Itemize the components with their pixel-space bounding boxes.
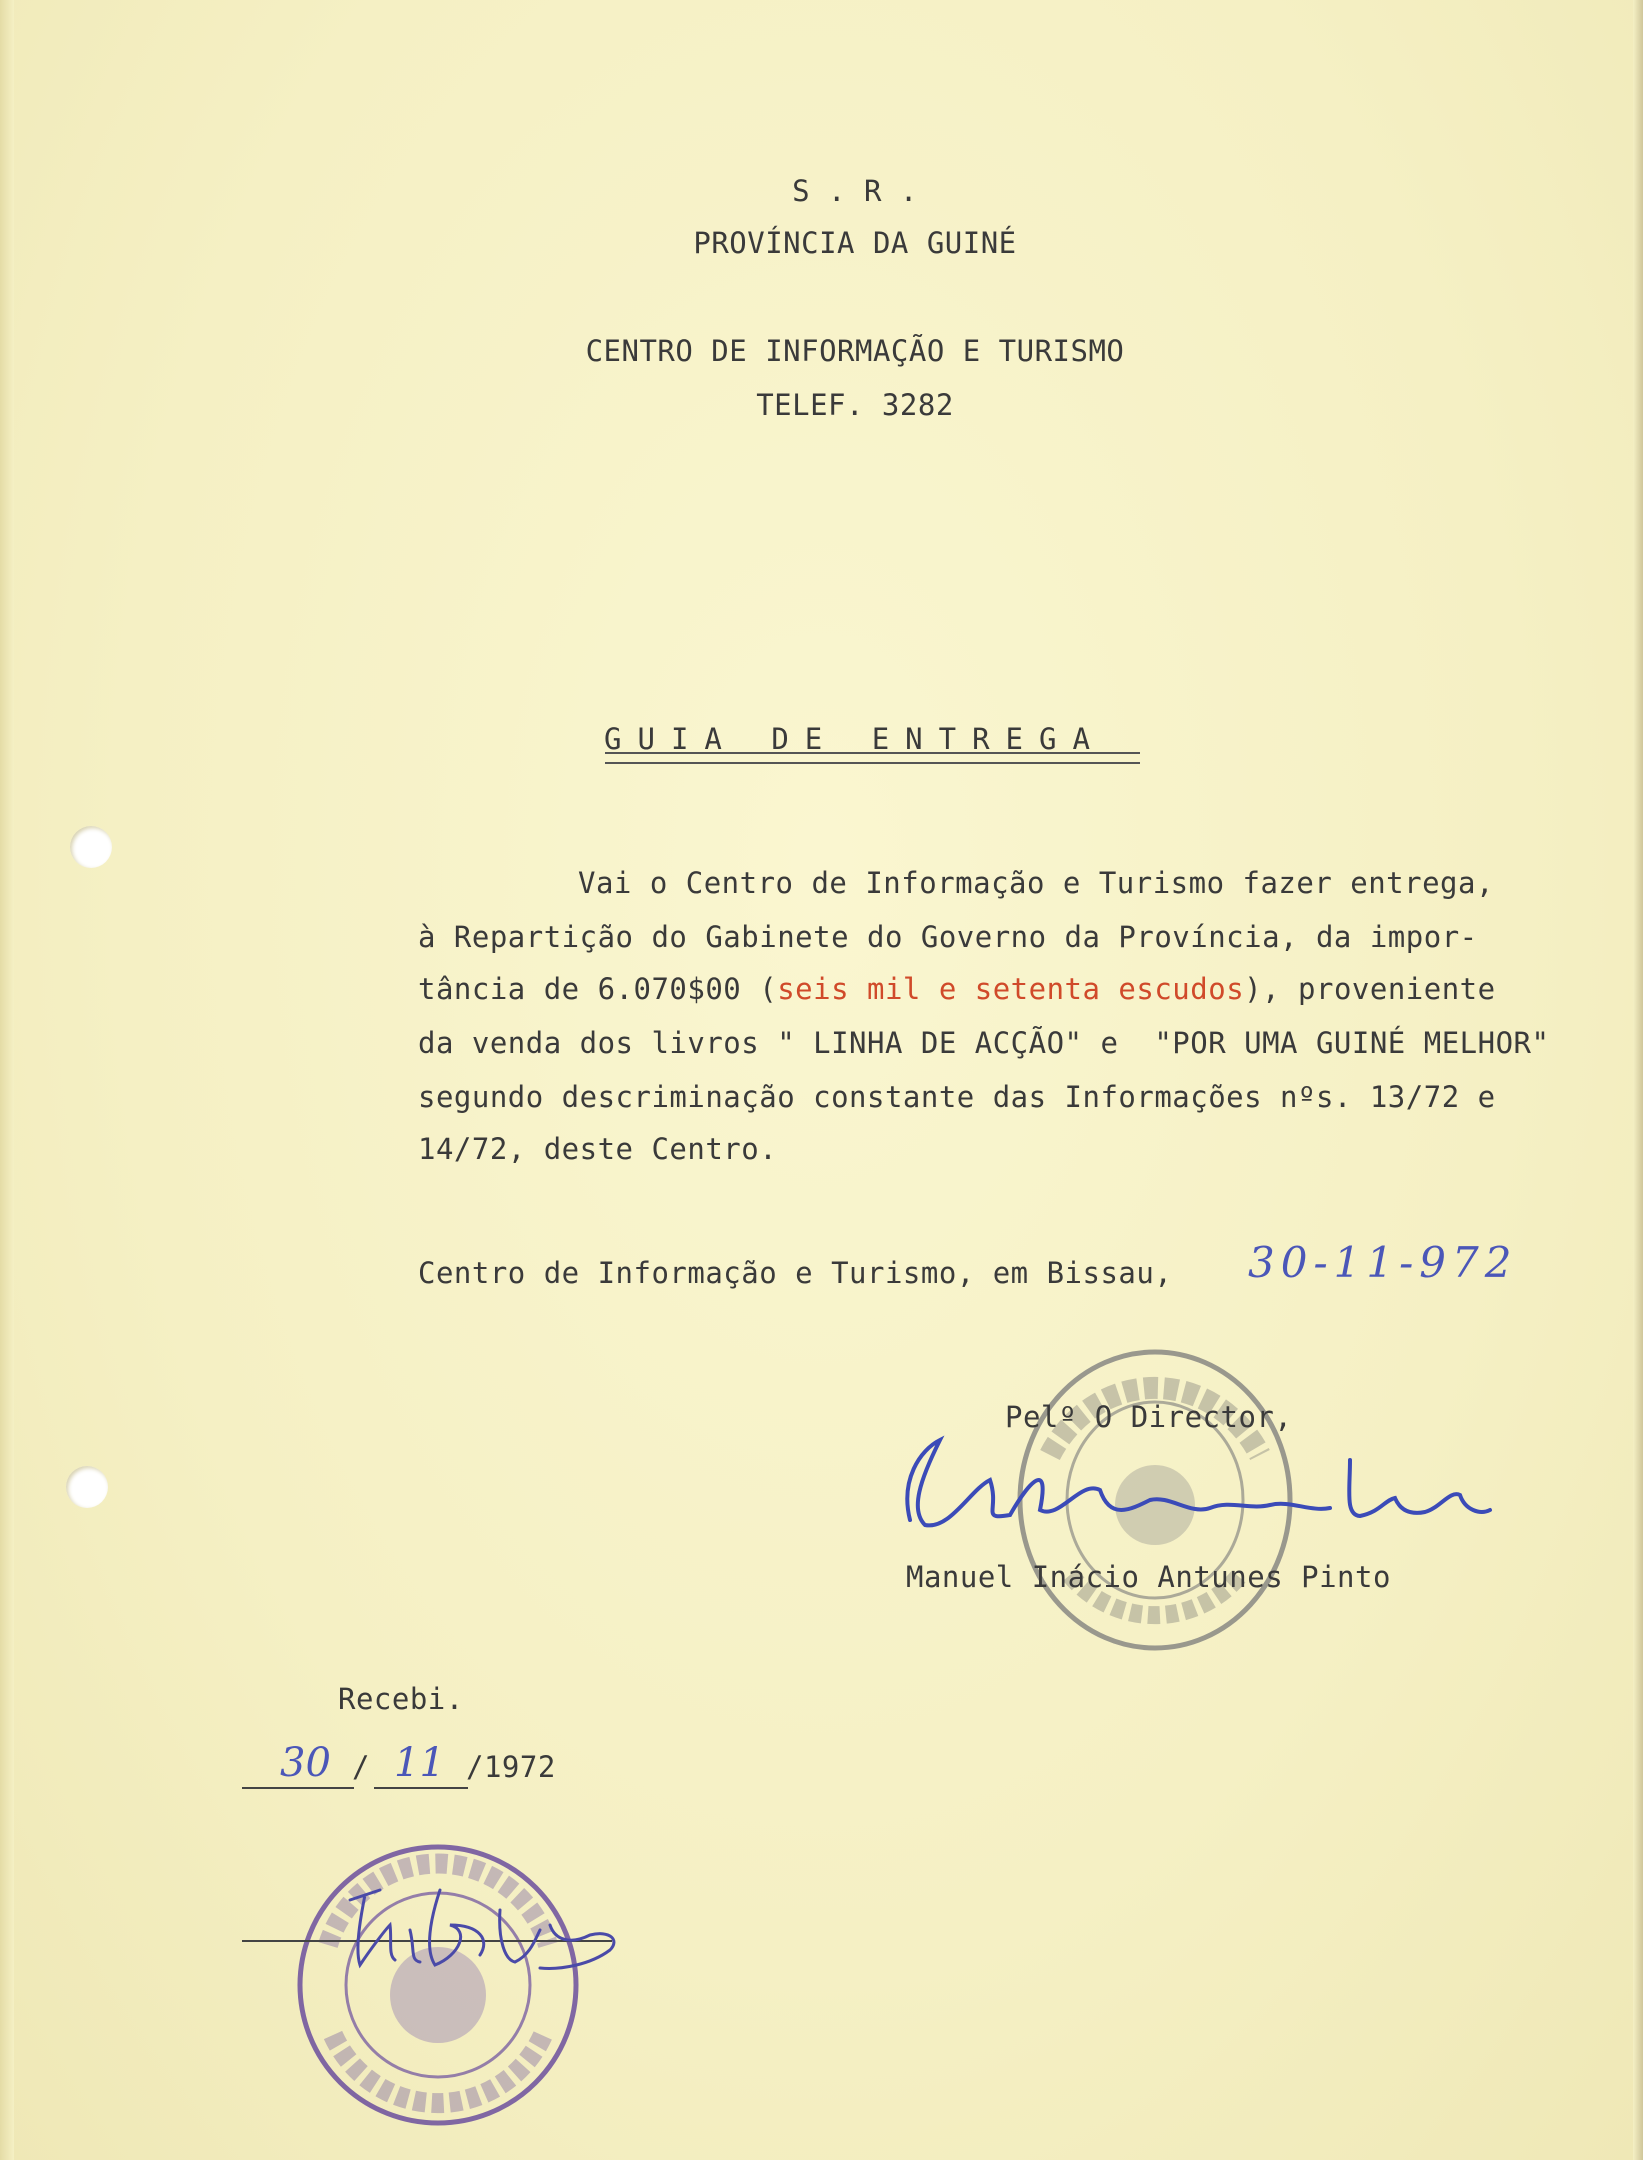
- body-line-1: Vai o Centro de Informação e Turismo fazer entrega,: [578, 866, 1494, 900]
- body-line-4: da venda dos livros " LINHA DE ACÇÃO" e "POR UMA GUINÉ MELHOR": [418, 1026, 1550, 1060]
- header-sr: S . R .: [792, 174, 918, 208]
- header-centre: CENTRO DE INFORMAÇÃO E TURISMO: [585, 334, 1125, 368]
- header-province: PROVÍNCIA DA GUINÉ: [693, 226, 1017, 260]
- body-line-6: 14/72, deste Centro.: [418, 1132, 778, 1166]
- punch-hole-bottom: [66, 1466, 108, 1508]
- director-signature: [880, 1420, 1520, 1540]
- body-line-2: à Repartição do Gabinete do Governo da Província, da impor-: [418, 920, 1478, 954]
- receiver-signature: [330, 1870, 640, 1990]
- receipt-month-blank: [374, 1787, 468, 1789]
- director-name: Manuel Inácio Antunes Pinto: [906, 1560, 1391, 1594]
- receipt-month: 11: [394, 1740, 445, 1786]
- receipt-year: /1972: [466, 1750, 556, 1784]
- receipt-day: 30: [280, 1740, 331, 1786]
- title-double-underline: [605, 752, 1140, 764]
- body-line-3: [418, 972, 1496, 1006]
- body-line-5: segundo descriminação constante das Informações nºs. 13/72 e: [418, 1080, 1496, 1114]
- header-phone: TELEF. 3282: [756, 388, 954, 422]
- body-line-3-start: tância de 6.070$00 (: [418, 972, 778, 1006]
- place-line: Centro de Informação e Turismo, em Bissau,: [418, 1256, 1173, 1290]
- punch-hole-top: [70, 826, 112, 868]
- receipt-day-blank: [242, 1787, 354, 1789]
- handwritten-date: 30-11-972: [1248, 1238, 1518, 1287]
- pelo-director: Pelº O Director,: [1005, 1400, 1293, 1434]
- paper-edge-right: [1633, 0, 1643, 2160]
- receipt-label: Recebi.: [338, 1682, 464, 1716]
- body-line-3-end: ), proveniente: [1244, 972, 1496, 1006]
- document-title: GUIA DE ENTREGA: [604, 722, 1106, 756]
- receipt-slash: /: [352, 1750, 370, 1784]
- amount-in-words: seis mil e setenta escudos: [777, 972, 1245, 1006]
- paper-edge-left: [0, 0, 14, 2160]
